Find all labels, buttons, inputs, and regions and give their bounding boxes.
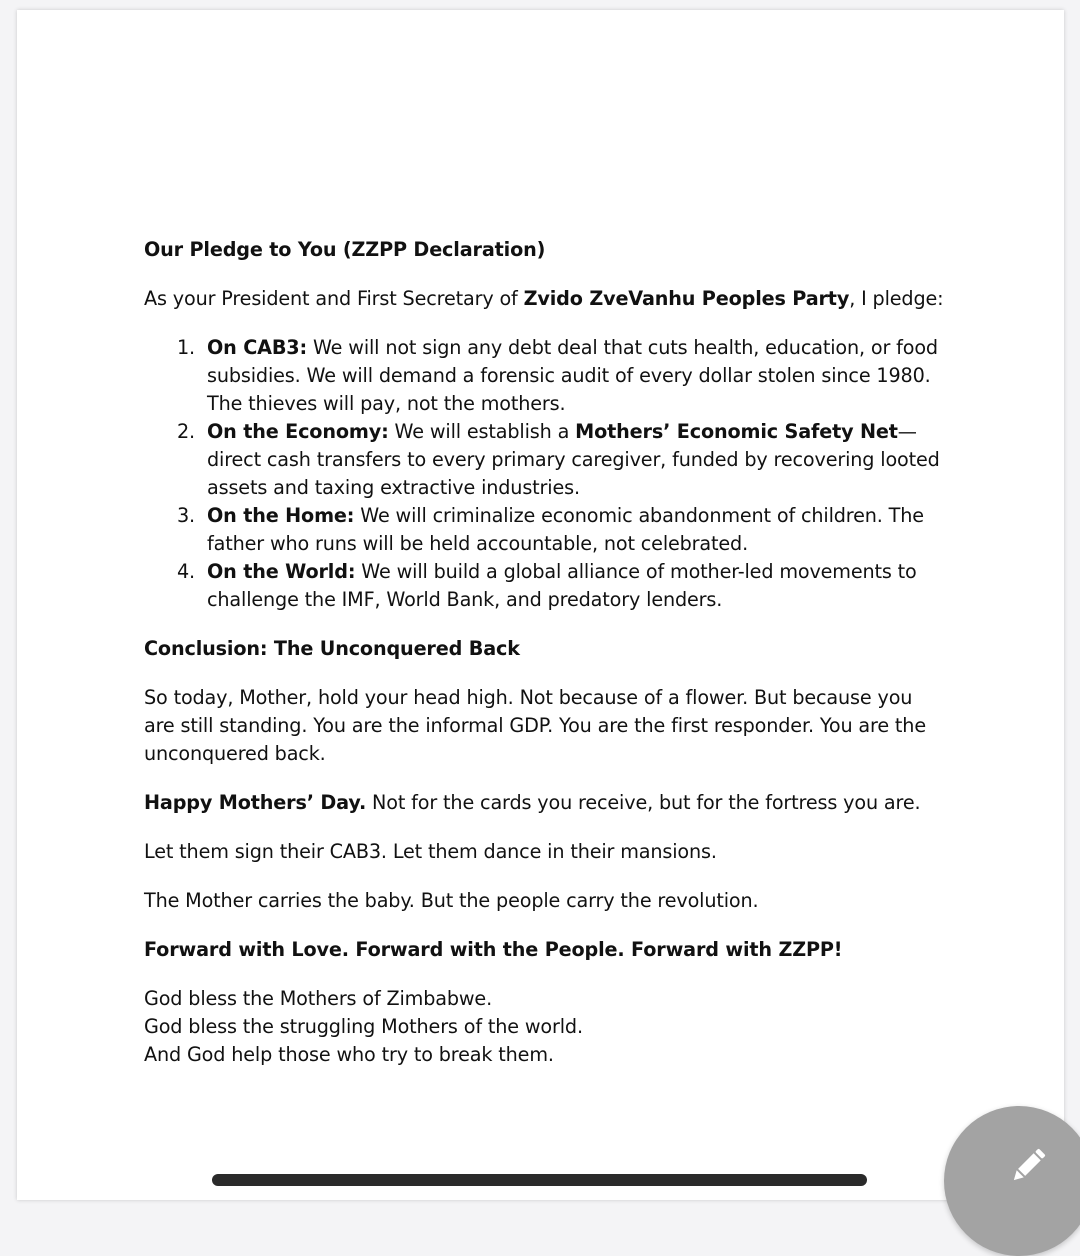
party-name: Zvido ZveVanhu Peoples Party xyxy=(523,287,850,310)
intro-text-after: , I pledge: xyxy=(849,287,944,310)
pledge-text: —direct cash transfers to every primary caregiver, funded by recovering looted assets and taxing extractive industries. xyxy=(207,420,940,499)
pledge-text: We will establish a xyxy=(388,420,576,443)
blessing-line: God bless the struggling Mothers of the world. xyxy=(144,1015,583,1038)
conclusion-heading: Conclusion: The Unconquered Back xyxy=(144,637,520,660)
pledge-text: We will criminalize economic abandonment of children. The father who runs will be held accountable, not celebrated. xyxy=(207,504,924,555)
list-item xyxy=(144,418,944,502)
pledge-heading: Our Pledge to You (ZZPP Declaration) xyxy=(144,238,546,261)
pledge-bold-term: Mothers’ Economic Safety Net xyxy=(575,420,898,443)
list-item xyxy=(144,502,944,558)
happy-mothers-day-text: Not for the cards you receive, but for the fortress you are. xyxy=(366,791,921,814)
blessing-line: And God help those who try to break them. xyxy=(144,1043,554,1066)
cab3-line: Let them sign their CAB3. Let them dance in their mansions. xyxy=(144,840,717,863)
pledge-label: On the Home: xyxy=(207,504,355,527)
list-number: 4. xyxy=(177,560,196,583)
pledge-text: We will not sign any debt deal that cuts health, education, or food subsidies. We will demand a forensic audit of every dollar stolen since 1980. The thieves will pay, not the mothers. xyxy=(207,336,938,415)
list-item xyxy=(144,334,944,418)
conclusion-paragraph: So today, Mother, hold your head high. Not because of a flower. But because you are still standing. You are the informal GDP. You are the first responder. You are the unconquered back. xyxy=(144,686,926,765)
intro-text-before: As your President and First Secretary of xyxy=(144,287,524,310)
list-number: 1. xyxy=(177,336,196,359)
blessing-line: God bless the Mothers of Zimbabwe. xyxy=(144,987,493,1010)
pledge-list xyxy=(144,334,944,614)
document-content xyxy=(144,236,944,1069)
revolution-line: The Mother carries the baby. But the people carry the revolution. xyxy=(144,889,759,912)
blessings xyxy=(144,985,944,1069)
list-number: 3. xyxy=(177,504,196,527)
pledge-label: On the Economy: xyxy=(207,420,389,443)
document-page xyxy=(17,10,1064,1200)
bottom-bar xyxy=(212,1174,867,1186)
list-item xyxy=(144,558,944,614)
pledge-text: We will build a global alliance of mother-led movements to challenge the IMF, World Bank, and predatory lenders. xyxy=(207,560,917,611)
intro-paragraph xyxy=(144,285,944,313)
pencil-icon xyxy=(1006,1144,1050,1188)
happy-mothers-day-paragraph xyxy=(144,789,944,817)
pledge-label: On CAB3: xyxy=(207,336,308,359)
list-number: 2. xyxy=(177,420,196,443)
edit-button[interactable] xyxy=(944,1106,1080,1256)
happy-mothers-day-bold: Happy Mothers’ Day. xyxy=(144,791,367,814)
pledge-label: On the World: xyxy=(207,560,356,583)
forward-slogan: Forward with Love. Forward with the People. Forward with ZZPP! xyxy=(144,938,843,961)
